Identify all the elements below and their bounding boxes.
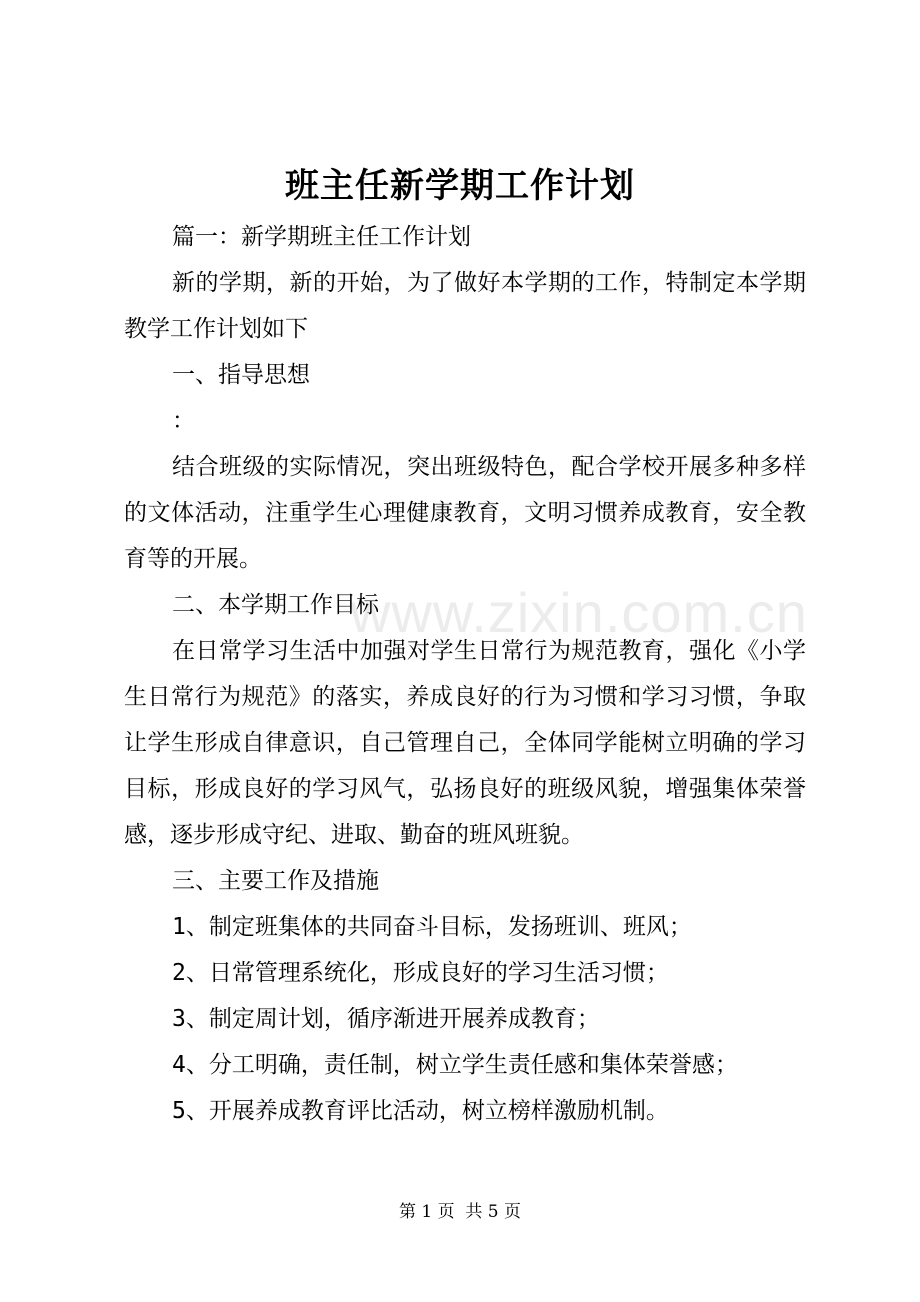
list-item-measure-3: 3、制定周计划，循序渐进开展养成教育； xyxy=(172,1006,600,1032)
paragraph-colon: ： xyxy=(172,408,195,434)
paragraph-section-heading: 篇一：新学期班主任工作计划 xyxy=(172,224,471,250)
list-item-measure-5: 5、开展养成教育评比活动，树立榜样激励机制。 xyxy=(172,1098,669,1124)
page-total: 共 5 页 xyxy=(465,1202,522,1222)
page-number: 第 1 页 xyxy=(398,1202,455,1222)
document-body xyxy=(124,214,806,1134)
heading-main-measures: 三、主要工作及措施 xyxy=(172,868,379,894)
watermark-text: www.zixin.com.cn xyxy=(350,581,808,644)
paragraph-guiding-ideology: 结合班级的实际情况，突出班级特色，配合学校开展多种多样的文体活动，注重学生心理健康教育，文明习惯养成教育，安全教育等的开展。 xyxy=(124,454,806,572)
page-footer xyxy=(0,1198,920,1226)
paragraph-intro: 新的学期，新的开始，为了做好本学期的工作，特制定本学期教学工作计划如下 xyxy=(124,270,806,342)
heading-semester-goals: 二、本学期工作目标 xyxy=(172,592,379,618)
list-item-measure-4: 4、分工明确，责任制，树立学生责任感和集体荣誉感； xyxy=(172,1052,738,1078)
document-title: 班主任新学期工作计划 xyxy=(285,166,635,206)
list-item-measure-2: 2、日常管理系统化，形成良好的学习生活习惯； xyxy=(172,960,669,986)
paragraph-semester-goals: 在日常学习生活中加强对学生日常行为规范教育，强化《小学生日常行为规范》的落实，养成良好的行为习惯和学习习惯，争取让学生形成自律意识，自己管理自己，全体同学能树立明确的学习目标，形成良好的学习风气，弘扬良好的班级风貌，增强集体荣誉感，逐步形成守纪、进取、勤奋的班风班貌。 xyxy=(124,638,806,848)
heading-guiding-ideology: 一、指导思想 xyxy=(172,362,310,388)
list-item-measure-1: 1、制定班集体的共同奋斗目标，发扬班训、班风； xyxy=(172,914,692,940)
